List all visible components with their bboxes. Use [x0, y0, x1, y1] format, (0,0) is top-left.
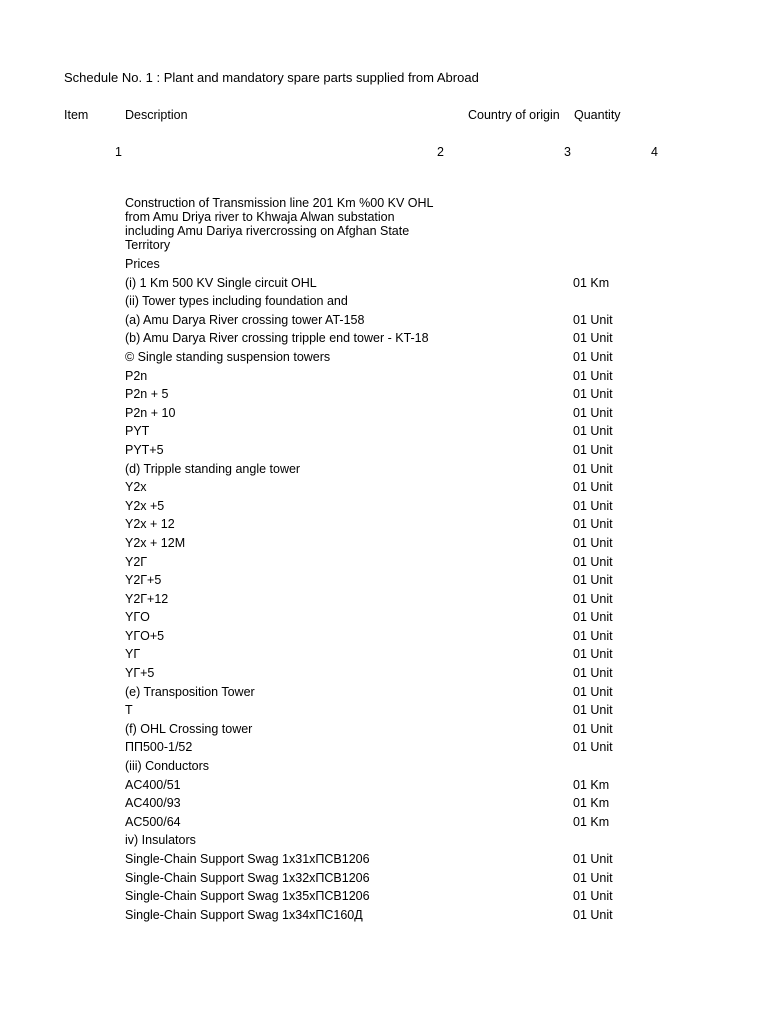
- row-quantity: 01 Unit: [573, 870, 613, 885]
- row-description: P2n + 5: [125, 387, 169, 402]
- intro-description: Construction of Transmission line 201 Km %00 KV OHL from Amu Driya river to Khwaja Alwan substation including Amu Dariya rivercrossing on Afghan State Territory: [125, 196, 434, 252]
- table-row: [0, 480, 768, 499]
- row-quantity: 01 Unit: [573, 535, 613, 550]
- row-quantity: 01 Unit: [573, 852, 613, 866]
- row-description: YГ: [125, 647, 141, 662]
- row-description: Y2Г+12: [125, 591, 169, 606]
- row-description: Single-Chain Support Swag 1x31xПCB1206: [125, 852, 370, 866]
- row-description: Y2Г: [125, 554, 148, 569]
- row-quantity: 01 Unit: [573, 387, 613, 402]
- table-row: [0, 443, 768, 462]
- row-description: (ii) Tower types including foundation and: [125, 294, 348, 309]
- row-description: (e) Transposition Tower: [125, 684, 255, 699]
- column-number-3: 3: [564, 145, 571, 159]
- table-row: [0, 257, 768, 276]
- table-row: [0, 703, 768, 722]
- row-quantity: 01 Unit: [573, 703, 613, 718]
- row-description: iv) Insulators: [125, 833, 196, 848]
- row-quantity: 01 Unit: [573, 405, 613, 420]
- row-description: AC400/51: [125, 777, 181, 792]
- table-row: [0, 313, 768, 332]
- row-description: Single-Chain Support Swag 1x35xПCB1206: [125, 889, 370, 904]
- row-description: Y2x +5: [125, 498, 165, 513]
- table-row: [0, 424, 768, 443]
- row-description: Y2x + 12M: [125, 535, 186, 550]
- table-row: [0, 647, 768, 666]
- header-country-of-origin: Country of origin: [468, 108, 560, 122]
- table-row: [0, 740, 768, 759]
- row-quantity: 01 Unit: [573, 666, 613, 681]
- table-row: [0, 759, 768, 778]
- row-quantity: 01 Km: [573, 796, 610, 811]
- table-row: [0, 685, 768, 704]
- table-row: [0, 369, 768, 388]
- row-description: Y2Г+5: [125, 573, 162, 588]
- row-description: Y2x + 12: [125, 517, 175, 532]
- row-quantity: 01 Unit: [573, 517, 613, 532]
- row-description: T: [125, 703, 133, 718]
- table-row: [0, 815, 768, 834]
- row-quantity: 01 Unit: [573, 554, 613, 569]
- header-quantity: Quantity: [574, 108, 621, 122]
- row-description: (i) 1 Km 500 KV Single circuit OHL: [125, 275, 317, 290]
- row-quantity: 01 Unit: [573, 461, 613, 476]
- row-description: Single-Chain Support Swag 1x34xПC160Д: [125, 907, 363, 922]
- row-quantity: 01 Km: [573, 777, 610, 792]
- table-row: [0, 536, 768, 555]
- table-row: [0, 610, 768, 629]
- row-description: ПП500-1/52: [125, 740, 193, 755]
- row-description: P2n + 10: [125, 405, 176, 420]
- table-row: [0, 276, 768, 295]
- row-quantity: 01 Unit: [573, 573, 613, 588]
- table-row: [0, 666, 768, 685]
- column-number-4: 4: [651, 145, 658, 159]
- row-quantity: 01 Unit: [573, 684, 613, 699]
- table-row: [0, 908, 768, 927]
- row-description: (b) Amu Darya River crossing tripple end tower - KT-18: [125, 331, 429, 346]
- page-title: Schedule No. 1 : Plant and mandatory spare parts supplied from Abroad: [64, 70, 479, 85]
- row-description: YГ+5: [125, 666, 155, 681]
- row-quantity: 01 Unit: [573, 312, 613, 327]
- table-row: [0, 852, 768, 871]
- row-description: (a) Amu Darya River crossing tower AT-158: [125, 312, 365, 327]
- header-item: Item: [64, 108, 89, 122]
- row-description: (iii) Conductors: [125, 759, 210, 774]
- table-row: [0, 778, 768, 797]
- row-description: Y2x: [125, 480, 147, 495]
- row-quantity: 01 Unit: [573, 721, 613, 736]
- row-quantity: 01 Unit: [573, 628, 613, 643]
- table-row: [0, 350, 768, 369]
- row-description: (f) OHL Crossing tower: [125, 721, 253, 736]
- table-row: [0, 592, 768, 611]
- row-quantity: 01 Unit: [573, 368, 613, 383]
- schedule-table: [0, 257, 768, 926]
- table-row: [0, 796, 768, 815]
- row-quantity: 01 Unit: [573, 480, 613, 495]
- table-row: [0, 889, 768, 908]
- row-description: © Single standing suspension towers: [125, 349, 331, 364]
- column-number-1: 1: [115, 145, 122, 159]
- row-quantity: 01 Km: [573, 814, 610, 829]
- row-description: (d) Tripple standing angle tower: [125, 461, 301, 476]
- row-quantity: 01 Unit: [573, 647, 613, 662]
- header-description: Description: [125, 108, 188, 122]
- row-description: PYT: [125, 424, 150, 439]
- row-quantity: 01 Unit: [573, 349, 613, 364]
- row-quantity: 01 Unit: [573, 889, 613, 904]
- row-description: AC400/93: [125, 796, 181, 811]
- table-row: [0, 555, 768, 574]
- table-row: [0, 573, 768, 592]
- row-description: P2n: [125, 368, 148, 383]
- row-description: YГO+5: [125, 628, 165, 643]
- row-description: YГO: [125, 610, 150, 625]
- column-number-2: 2: [437, 145, 444, 159]
- row-quantity: 01 Unit: [573, 442, 613, 457]
- table-row: [0, 294, 768, 313]
- row-description: PYT+5: [125, 442, 164, 457]
- table-row: [0, 629, 768, 648]
- table-row: [0, 387, 768, 406]
- row-quantity: 01 Unit: [573, 610, 613, 625]
- row-quantity: 01 Unit: [573, 591, 613, 606]
- table-row: [0, 462, 768, 481]
- table-row: [0, 406, 768, 425]
- table-row: [0, 722, 768, 741]
- table-row: [0, 871, 768, 890]
- table-row: [0, 331, 768, 350]
- row-quantity: 01 Unit: [573, 331, 613, 346]
- row-description: Prices: [125, 257, 160, 271]
- table-row: [0, 833, 768, 852]
- row-quantity: 01 Unit: [573, 740, 613, 755]
- row-quantity: 01 Unit: [573, 907, 613, 922]
- row-quantity: 01 Km: [573, 275, 610, 290]
- table-row: [0, 517, 768, 536]
- row-quantity: 01 Unit: [573, 498, 613, 513]
- row-description: AC500/64: [125, 814, 181, 829]
- row-description: Single-Chain Support Swag 1x32xПCB1206: [125, 870, 370, 885]
- table-row: [0, 499, 768, 518]
- row-quantity: 01 Unit: [573, 424, 613, 439]
